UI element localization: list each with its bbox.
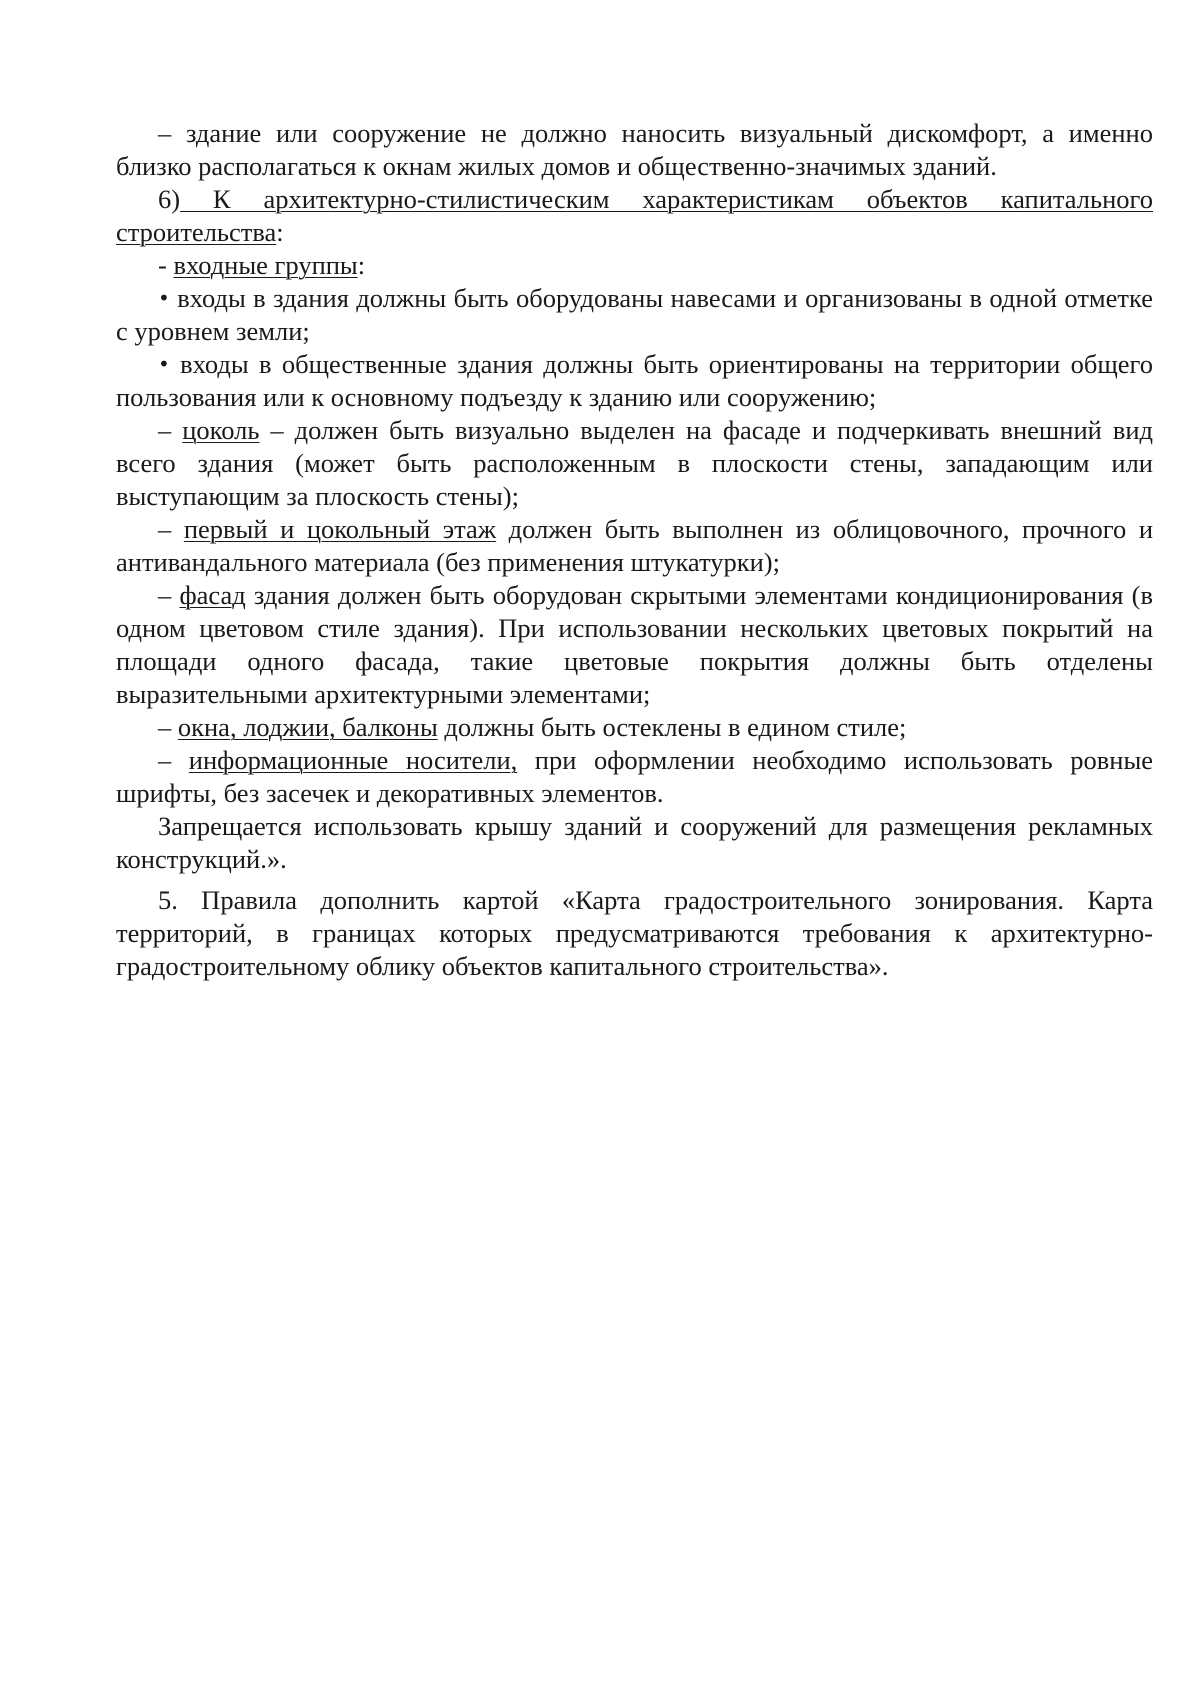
term-tail: при оформлении необходимо использовать ровные шрифты, без засечек и декоративных элементов. <box>116 745 1154 808</box>
term-underlined: фасад <box>179 580 246 610</box>
paragraph-ground-floor <box>116 513 1153 579</box>
paragraph-entrance-groups <box>116 249 1153 282</box>
list-dash: – <box>158 514 184 544</box>
paragraph-info-carriers <box>116 744 1153 810</box>
paragraph-text: 5. Правила дополнить картой «Карта градостроительного зонирования. Карта территорий, в границах которых предусматриваются требования к архитектурно-градостроительному облику объектов капитального строительства». <box>116 885 1153 981</box>
bullet-icon: • <box>158 352 170 376</box>
section-heading-underlined: К архитектурно-стилистическим характеристикам объектов капитального строительства <box>116 184 1153 247</box>
paragraph-section-6-heading <box>116 183 1153 249</box>
term-underlined: цоколь <box>182 415 260 445</box>
section-heading-tail: : <box>276 217 284 247</box>
paragraph-facade <box>116 579 1153 711</box>
paragraph-text: – здание или сооружение не должно наносить визуальный дискомфорт, а именно близко располагаться к окнам жилых домов и общественно-значимых зданий. <box>116 118 1153 181</box>
term-tail: : <box>357 250 366 280</box>
paragraph-windows <box>116 711 1153 744</box>
paragraph-plinth <box>116 414 1153 513</box>
term-underlined: информационные носители, <box>188 745 518 775</box>
term-tail: должен быть выполнен из облицовочного, прочного и антивандального материала (без применения штукатурки); <box>116 514 1154 577</box>
list-dash: – <box>158 580 180 610</box>
list-dash: – <box>158 712 178 742</box>
paragraph-roof-advertising <box>116 810 1153 876</box>
term-tail: здания должен быть оборудован скрытыми элементами кондиционирования (в одном цветовом стиле здания). При использовании нескольких цветовых покрытий на площади одного фасада, такие цветовые покрытия должны быть отделены выразительными архитектурными элементами; <box>116 580 1153 709</box>
bullet-icon: • <box>158 286 170 310</box>
document-body <box>116 117 1153 983</box>
list-dash: - <box>158 250 174 280</box>
term-underlined: первый и цокольный этаж <box>183 514 497 544</box>
bullet-text: входы в общественные здания должны быть ориентированы на территории общего пользования или к основному подъезду к зданию или сооружению; <box>116 349 1153 412</box>
bullet-item-public-entrances <box>116 348 1153 414</box>
term-underlined: окна, лоджии, балконы <box>177 712 438 742</box>
bullet-item-entrances-canopies <box>116 282 1153 348</box>
paragraph-item-5-map <box>116 884 1153 983</box>
list-dash: – <box>158 415 183 445</box>
term-tail: – должен быть визуально выделен на фасаде и подчеркивать внешний вид всего здания (может быть расположенным в плоскости стены, западающим или выступающим за плоскость стены); <box>116 415 1154 511</box>
section-number: 6) <box>158 184 181 214</box>
term-underlined: входные группы <box>173 250 358 280</box>
paragraph-visual-discomfort <box>116 117 1153 183</box>
bullet-text: входы в здания должны быть оборудованы навесами и организованы в одной отметке с уровнем земли; <box>116 283 1153 346</box>
list-dash: – <box>158 745 189 775</box>
paragraph-text: Запрещается использовать крышу зданий и сооружений для размещения рекламных конструкций.». <box>116 811 1153 874</box>
term-tail: должны быть остеклены в едином стиле; <box>437 712 907 742</box>
